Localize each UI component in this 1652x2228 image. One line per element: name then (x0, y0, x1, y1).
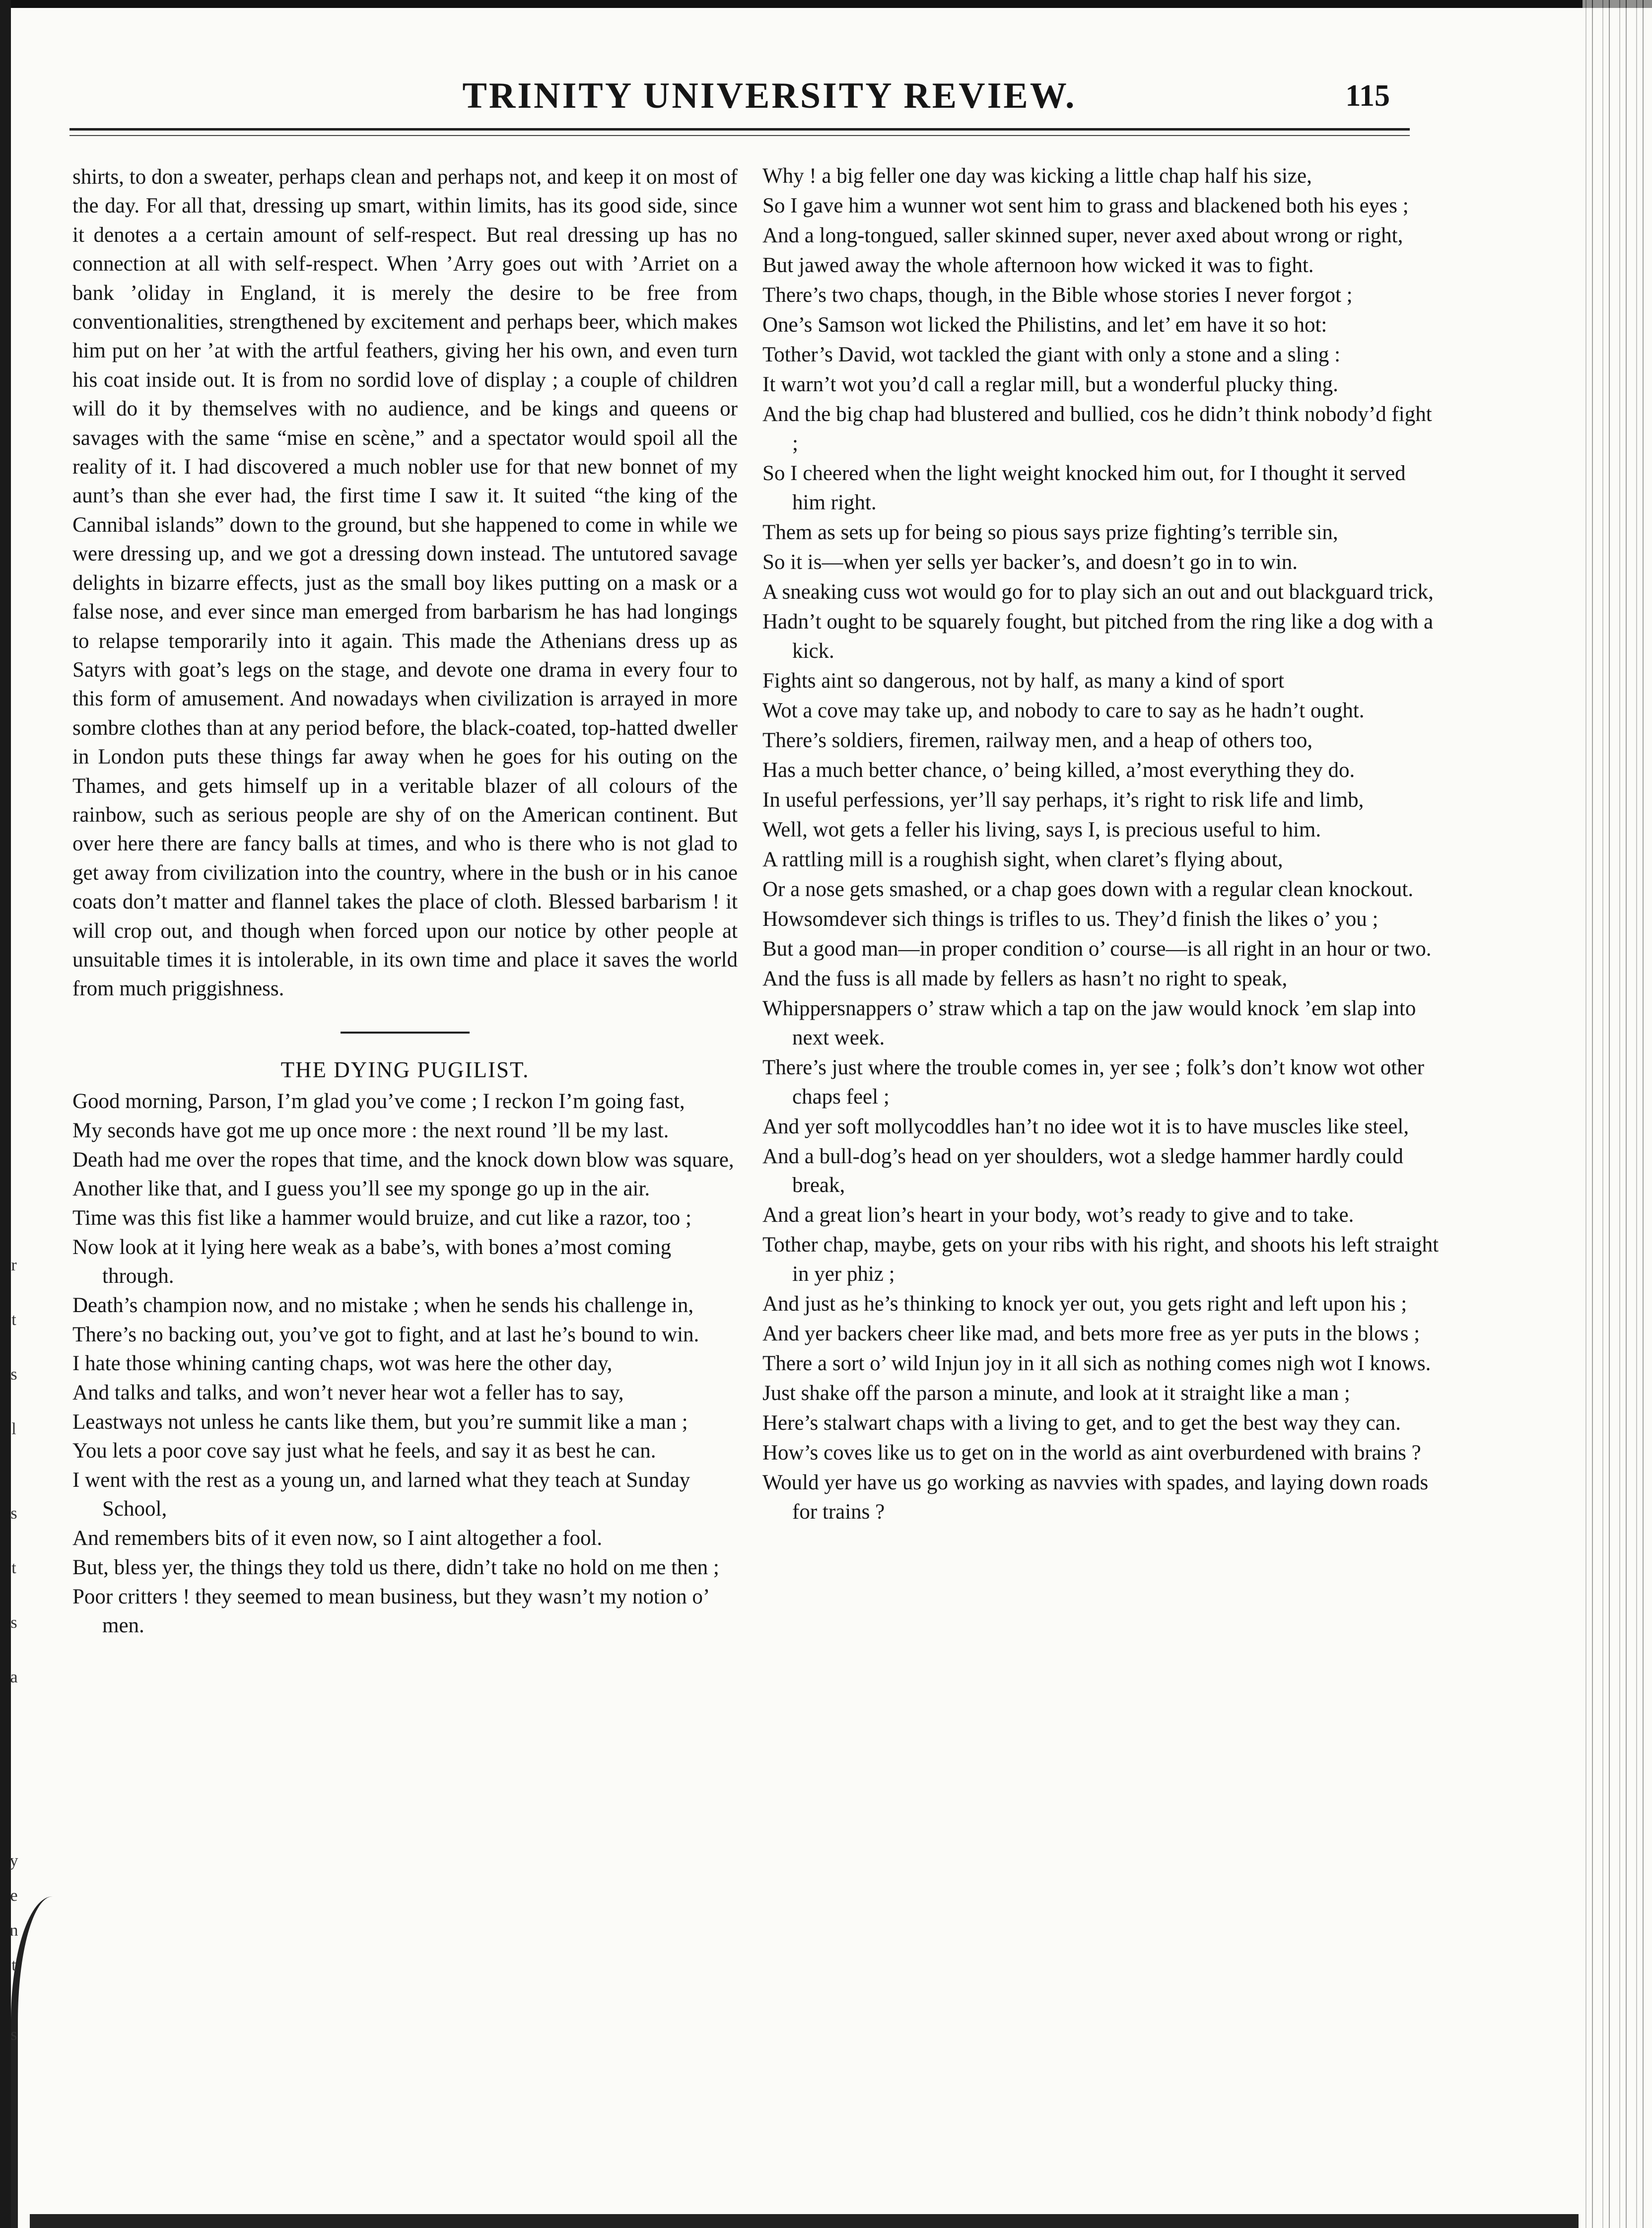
poem-line: But jawed away the whole afternoon how wicked it was to fight. (762, 254, 1314, 277)
poem-line: Tother chap, maybe, gets on your ribs with his right, and shoots his left straight in yer phiz ; (762, 1233, 1439, 1286)
poem-line: But, bless yer, the things they told us there, didn’t take no hold on me then ; (72, 1555, 719, 1579)
margin-fragment: t (11, 1559, 16, 1577)
poem-right-lines (762, 162, 1443, 1527)
margin-fragment: l (11, 1420, 16, 1438)
poem-line: I hate those whining canting chaps, wot was here the other day, (72, 1352, 613, 1376)
poem-line: In useful perfessions, yer’ll say perhaps, it’s right to risk life and limb, (762, 788, 1364, 812)
poem-line: Just shake off the parson a minute, and look at it straight like a man ; (762, 1382, 1350, 1405)
margin-fragment: e (10, 1886, 18, 1905)
poem-line: Time was this fist like a hammer would bruize, and cut like a razor, too ; (72, 1206, 691, 1230)
margin-fragment: a (10, 1668, 18, 1686)
poem-line: Leastways not unless he cants like them, but you’re summit like a man ; (72, 1410, 688, 1434)
poem-left-lines (72, 1087, 738, 1640)
poem-line: Fights aint so dangerous, not by half, as many a kind of sport (762, 669, 1284, 693)
poem-line: And yer backers cheer like mad, and bets more free as yer puts in the blows ; (762, 1322, 1420, 1346)
margin-fragment: y (9, 1852, 18, 1870)
margin-fragment: r (11, 1256, 17, 1274)
poem-line: Here’s stalwart chaps with a living to get, and to get the best way they can. (762, 1411, 1401, 1435)
running-header (69, 73, 1469, 118)
poem-line: And yer soft mollycoddles han’t no idee wot it is to have muscles like steel, (762, 1114, 1409, 1138)
poem-line: You lets a poor cove say just what he feels, and say it as best he can. (72, 1439, 656, 1463)
poem-line: Hadn’t ought to be squarely fought, but pitched from the ring like a dog with a kick. (762, 610, 1434, 663)
poem-line: Wot a cove may take up, and nobody to care to say as he hadn’t ought. (762, 698, 1365, 722)
margin-fragment: n (9, 1921, 18, 1940)
poem-line: Death had me over the ropes that time, and the knock down blow was square, (72, 1148, 734, 1172)
right-column (762, 162, 1443, 1528)
page-curl-shadow (11, 1896, 53, 2228)
poem-line: Has a much better chance, o’ being killed, a’most everything they do. (762, 758, 1355, 782)
margin-fragment: s (10, 1504, 17, 1523)
poem-line: So I cheered when the light weight knocked him out, for I thought it served him right. (762, 461, 1406, 514)
poem-line: I went with the rest as a young un, and larned what they teach at Sunday School, (72, 1468, 690, 1521)
margin-fragment: s (10, 1613, 17, 1632)
scan-top-border (0, 0, 1652, 8)
poem-line: Or a nose gets smashed, or a chap goes down with a regular clean knockout. (762, 877, 1414, 901)
poem-line: And a great lion’s heart in your body, wot’s ready to give and to take. (762, 1203, 1354, 1227)
scan-bottom-border (30, 2214, 1579, 2228)
poem-line: Whippersnappers o’ straw which a tap on the jaw would knock ’em slap into next week. (762, 996, 1416, 1049)
poem-line: Tother’s David, wot tackled the giant with only a stone and a sling : (762, 343, 1341, 366)
margin-fragment: s (10, 1365, 17, 1384)
poem-line: How’s coves like us to get on in the world as aint overburdened with brains ? (762, 1441, 1421, 1465)
poem-line: And the big chap had blustered and bullied, cos he didn’t think nobody’d fight ; (762, 403, 1432, 455)
binding-edge (1583, 0, 1652, 2228)
poem-line: Howsomdever sich things is trifles to us. They’d finish the likes o’ you ; (762, 907, 1378, 931)
margin-fragment: s (10, 2025, 17, 2044)
header-rule-thick (69, 128, 1410, 131)
poem-line: So it is—when yer sells yer backer’s, and doesn’t go in to win. (762, 550, 1298, 574)
poem-line: My seconds have got me up once more : the next round ’ll be my last. (72, 1118, 669, 1142)
poem-line: There’s soldiers, firemen, railway men, and a heap of others too, (762, 728, 1313, 752)
poem-line: A rattling mill is a roughish sight, when claret’s flying about, (762, 847, 1283, 871)
poem-line: It warn’t wot you’d call a reglar mill, but a wonderful plucky thing. (762, 373, 1338, 396)
poem-line: And the fuss is all made by fellers as hasn’t no right to speak, (762, 967, 1288, 990)
poem-line: There’s no backing out, you’ve got to fight, and at last he’s bound to win. (72, 1323, 699, 1346)
poem-line: Them as sets up for being so pious says prize fighting’s terrible sin, (762, 520, 1338, 544)
page-number: 115 (1345, 79, 1390, 113)
poem-line: One’s Samson wot licked the Philistins, and let’ em have it so hot: (762, 313, 1327, 337)
poem-line: A sneaking cuss wot would go for to play sich an out and out blackguard trick, (762, 580, 1434, 604)
poem-line: Would yer have us go working as navvies with spades, and laying down roads for trains ? (762, 1471, 1429, 1524)
poem-title: THE DYING PUGILIST. (280, 1057, 530, 1082)
poem-line: Well, wot gets a feller his living, says I, is precious useful to him. (762, 818, 1321, 841)
left-column (72, 163, 738, 1641)
poem-line: There a sort o’ wild Injun joy in it all sich as nothing comes nigh wot I knows. (762, 1352, 1431, 1376)
margin-fragment: t (11, 1956, 16, 1974)
poem-line: And a bull-dog’s head on yer shoulders, wot a sledge hammer hardly could break, (762, 1144, 1403, 1197)
margin-fragment: t (11, 1311, 16, 1329)
poem-line: And talks and talks, and won’t never hear wot a feller has to say, (72, 1381, 624, 1404)
poem-line: But a good man—in proper condition o’ course—is all right in an hour or two. (762, 937, 1432, 961)
poem-line: Good morning, Parson, I’m glad you’ve come ; I reckon I’m going fast, (72, 1090, 685, 1114)
poem-line: And just as he’s thinking to knock yer out, you gets right and left upon his ; (762, 1292, 1407, 1316)
journal-title: TRINITY UNIVERSITY REVIEW. (462, 75, 1077, 116)
poem-line: And a long-tongued, saller skinned super, never axed about wrong or right, (762, 224, 1403, 247)
poem-line: Why ! a big feller one day was kicking a little chap half his size, (762, 164, 1312, 188)
poem-line: There’s two chaps, though, in the Bible whose stories I never forgot ; (762, 283, 1353, 307)
poem-line: Death’s champion now, and no mistake ; when he sends his challenge in, (72, 1293, 694, 1317)
poem-line: Now look at it lying here weak as a babe’s, with bones a’most coming through. (72, 1235, 672, 1288)
poem-line: So I gave him a wunner wot sent him to grass and blackened both his eyes ; (762, 194, 1409, 217)
header-rule-thin (69, 135, 1410, 136)
poem-line: There’s just where the trouble comes in, yer see ; folk’s don’t know wot other chaps feel ; (762, 1055, 1425, 1109)
poem-line: Another like that, and I guess you’ll see my sponge go up in the air. (72, 1177, 650, 1201)
poem-line: And remembers bits of it even now, so I aint altogether a fool. (72, 1527, 603, 1550)
poem-line: Poor critters ! they seemed to mean business, but they wasn’t my notion o’ men. (72, 1585, 709, 1637)
essay-paragraph: shirts, to don a sweater, perhaps clean and perhaps not, and keep it on most of the day. For all that, dressing up smart, within limits, has its good side, since it denotes a a certain amount of self-respect. But real dressing up has no connection at all with self-respect. When ’Arry goes out with ’Arriet on a bank ’oliday in England, it is merely the desire to be free from conventionalities, strengthened by excitement and perhaps beer, which makes him put on her ’at with the artful feathers, giving her his own, and even turn his coat inside out. It is from no sordid love of display ; a couple of children will do it by themselves with no audience, and be kings and queens or savages with the same “mise en scène,” and a spectator would spoil all the reality of it. I had discovered a much nobler use for that new bonnet of my aunt’s than she ever had, the first time I saw it. It suited “the king of the Cannibal islands” down to the ground, but she happened to come in while we were dressing up, and we got a dressing down instead. The untutored savage delights in bizarre effects, just as the small boy likes putting on a mask or a false nose, and ever since man emerged from barbarism he has had longings to relapse temporarily into it again. This made the Athenians dress up as Satyrs with goat’s legs on the stage, and devote one drama in every four to this form of amusement. And nowadays when civilization is arrayed in more sombre clothes than at any period before, the black-coated, top-hatted dweller in London puts these things far away when he goes for his outing on the Thames, and gets himself up in a veritable blazer of all colours of the rainbow, such as serious people are shy of on the American continent. But over here there are fancy balls at times, and who is there who is not glad to get away from civilization into the country, where in the bush or in his canoe coats don’t matter and flannel takes the place of cloth. Blessed barbarism ! it will crop out, and though when forced upon our notice by other people at unsuitable times it is intolerable, in its own time and place it saves the world from much priggishness. (72, 165, 738, 1001)
section-divider (341, 1032, 470, 1034)
